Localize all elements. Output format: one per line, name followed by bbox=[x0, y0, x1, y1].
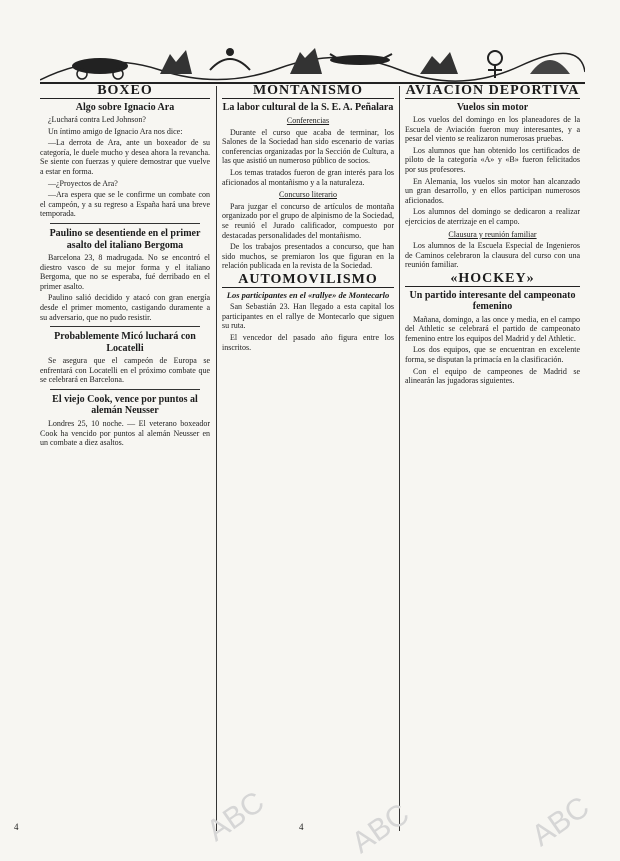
article-paragraph: Con el equipo de campeones de Madrid se alinearán las jugadoras siguientes. bbox=[405, 366, 580, 386]
article-headline: El viejo Cook, vence por puntos al alemán Neusser bbox=[52, 393, 198, 417]
sports-illustration-icon bbox=[40, 40, 585, 82]
article-paragraph: Para juzgar el concurso de artículos de montaña organizado por el grupo de alpinismo de la Sociedad, se reunió el Jurado calificador, compuesto por destacadas personalidades del montañismo. bbox=[222, 201, 394, 240]
article-paragraph: Durante el curso que acaba de terminar, los Salones de la Sociedad han sido escenario de varias conferencias organizadas por la Sección de Cultura, a las que asistió un numeroso público de socios. bbox=[222, 127, 394, 166]
article-paragraph: Londres 25, 10 noche. — El veterano boxeador Cook ha vencido por puntos al alemán Neusser en un combate a diez asaltos. bbox=[40, 418, 210, 448]
watermark: ABC bbox=[200, 785, 271, 848]
section-heading: AUTOMOVILISMO bbox=[222, 273, 394, 288]
article-divider bbox=[50, 223, 200, 224]
article-paragraph: San Sebastián 23. Han llegado a esta capital los participantes en el rallye de Montecarlo que siguen su ruta. bbox=[222, 302, 394, 331]
article-subheading: Concurso literario bbox=[279, 190, 337, 200]
page-folio: 4 bbox=[299, 822, 304, 832]
article-subheading: Conferencias bbox=[286, 116, 330, 126]
article-headline: Vuelos sin motor bbox=[456, 101, 529, 113]
page-folio: 4 bbox=[14, 822, 19, 832]
column-montanismo bbox=[222, 84, 394, 834]
article-paragraph: De los trabajos presentados a concurso, que han sido muchos, se premiaron los que figuran en la relación publicada en la revista de la Sociedad. bbox=[222, 242, 394, 271]
section-heading: MONTAÑISMO bbox=[222, 84, 394, 99]
section-heading: «HOCKEY» bbox=[405, 272, 580, 287]
watermark: ABC bbox=[345, 797, 416, 860]
watermark: ABC bbox=[525, 790, 596, 853]
article-subheading: Clausura y reunión familiar bbox=[448, 229, 537, 239]
column-boxeo bbox=[40, 84, 210, 834]
article-paragraph: Los temas tratados fueron de gran interés para los aficionados al montañismo y a la naturaleza. bbox=[222, 168, 394, 187]
article-divider bbox=[50, 326, 200, 327]
article-headline: Los participantes en el «rallye» de Montecarlo bbox=[226, 289, 390, 300]
article-paragraph: Los alumnos que han obtenido los certificados de piloto de la categoría «A» y «B» fueron felicitados por sus profesores. bbox=[405, 145, 580, 175]
section-heading: AVIACION DEPORTIVA bbox=[405, 84, 580, 98]
article-headline: Un partido interesante del campeonato femenino bbox=[409, 289, 576, 313]
article-paragraph: Paulino salió decidido y atacó con gran energía desde el primer momento, castigando duramente a su adversario, que no pudo resistir. bbox=[40, 293, 210, 322]
article-headline: Algo sobre Ignacio Ara bbox=[75, 101, 175, 113]
column-aviacion bbox=[405, 84, 580, 834]
article-paragraph: ¿Luchará contra Led Johnson? bbox=[48, 115, 146, 125]
article-paragraph: —¿Proyectos de Ara? bbox=[48, 178, 118, 188]
section-heading: BOXEO bbox=[40, 84, 210, 99]
article-paragraph: Mañana, domingo, a las once y media, en el campo del Athletic se celebrará el partido de campeonato femenino entre los equipos del Madrid y del Athletic. bbox=[405, 314, 580, 343]
article-headline: Paulino se desentiende en el primer asalto del italiano Bergoma bbox=[49, 228, 201, 251]
article-divider bbox=[50, 389, 200, 390]
article-paragraph: Barcelona 23, 8 madrugada. No se encontró el diestro vasco de su mejor forma y el italiano Bergoma, que no se esperaba, fué derribado en el primer asalto. bbox=[40, 253, 210, 291]
article-paragraph: —Ara espera que se le confirme un combate con el campeón, y a su regreso a España hará una breve temporada. bbox=[40, 190, 210, 219]
article-headline: Probablemente Micó luchará con Locatelli bbox=[54, 331, 196, 354]
article-paragraph: Los alumnos del domingo se dedicaron a realizar ejercicios de aterrizaje en el campo. bbox=[405, 207, 580, 227]
article-paragraph: Los dos equipos, que se encuentran en excelente forma, se disputan la primacía en la clasificación. bbox=[405, 345, 580, 364]
article-paragraph: Los vuelos del domingo en los planeadores de la Escuela de Aviación fueron muy interesantes, y a pesar del viento se realizaron numerosas pruebas. bbox=[405, 115, 580, 144]
column-divider bbox=[399, 86, 400, 831]
article-paragraph: Un íntimo amigo de Ignacio Ara nos dice: bbox=[48, 126, 183, 136]
column-divider bbox=[216, 86, 217, 831]
article-headline: La labor cultural de la S. E. A. Peñalara bbox=[222, 101, 394, 113]
article-paragraph: El vencedor del pasado año figura entre los inscritos. bbox=[222, 332, 394, 352]
article-paragraph: —La derrota de Ara, ante un boxeador de su categoría, le duele mucho y desea ahora la revancha. Se siente con fuerzas y quiere demostrar que vuelve a estar en forma. bbox=[40, 138, 210, 177]
article-paragraph: En Alemania, los vuelos sin motor han alcanzado un gran desarrollo, y en ellos participan numerosos aficionados. bbox=[405, 176, 580, 205]
article-paragraph: Los alumnos de la Escuela Especial de Ingenieros de Caminos celebraron la clausura del curso con una reunión familiar. bbox=[405, 241, 580, 270]
article-paragraph: Se asegura que el campeón de Europa se enfrentará con Locatelli en el próximo combate que se celebrará en Barcelona. bbox=[40, 356, 210, 385]
header-banner bbox=[40, 40, 585, 84]
